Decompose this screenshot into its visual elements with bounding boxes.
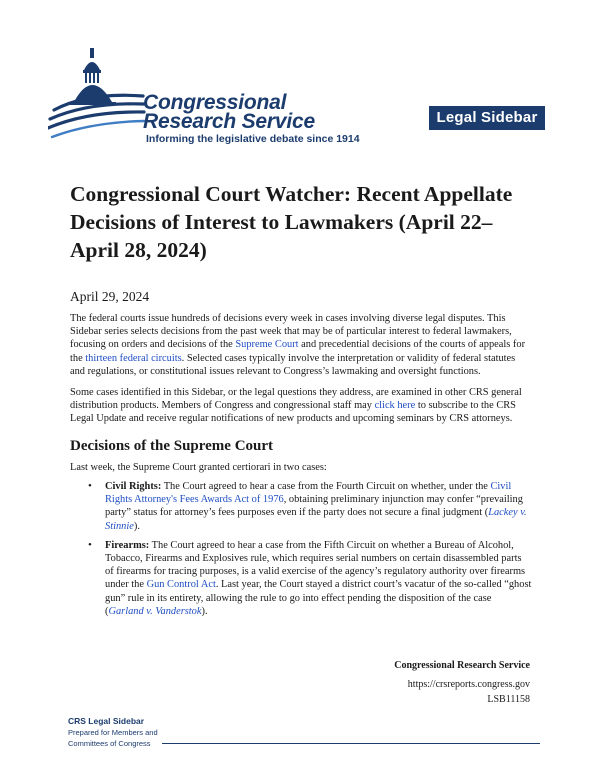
statute-link[interactable]: Civil Rights Attorney's Fees Awards Act of 1976 [105,481,512,506]
section-heading: Decisions of the Supreme Court [70,437,274,454]
footer-url[interactable]: https://crsreports.congress.gov [407,679,530,690]
section-lead: Last week, the Supreme Court granted certiorari in two cases: [70,461,327,473]
logo-tagline: Informing the legislative debate since 1914 [146,133,360,145]
intro-text: Some cases identified in this Sidebar, or the legal questions they address, are examined in other CRS general distribution products. Members of Congress and congressional staff may [70,387,522,412]
federal-circuits-link[interactable]: thirteen federal circuits [85,352,182,364]
case-text: ). [201,605,208,617]
capitol-dome-icon [48,40,158,150]
footer-divider [162,743,540,744]
footer-prepared-line1: Prepared for Members and [68,728,158,737]
statute-link[interactable]: Gun Control Act [146,579,216,591]
list-item [105,539,532,618]
intro-text: . Selected cases typically involve the interpretation or validity of federal statutes and regulations, or constitutional issues relevant to Congress’s lawmaking and oversight functions. [70,352,516,377]
case-category: Firearms: [105,539,150,551]
logo-name-line1: Congressional [143,91,287,114]
intro-text: to subscribe to the CRS Legal Update and receive regular notifications of new products and upcoming seminars by CRS attorneys. [70,400,516,425]
page-title: Congressional Court Watcher: Recent Appellate Decisions of Interest to Lawmakers (April 22–April 28, 2024) [70,182,513,262]
document-body [70,312,532,624]
legal-sidebar-badge: Legal Sidebar [429,106,545,130]
supreme-court-link[interactable]: Supreme Court [235,339,299,351]
case-text: . Last year, the Court stayed a district court’s vacatur of the so-called “ghost gun” rule in its entirety, allowing the rule to go into effect pending the disposition of the case ( [105,579,532,617]
intro-text: and precedential decisions of the courts of appeals for the [70,339,526,364]
footer-series-title: CRS Legal Sidebar [68,716,145,726]
case-list [70,480,532,618]
subscribe-link[interactable]: click here [374,400,416,412]
case-text: ). [133,520,140,532]
intro-paragraph-2 [70,386,532,426]
list-item [105,480,532,533]
footer-prepared-for [68,727,158,749]
case-name-link[interactable]: Garland v. Vanderstok [108,605,202,617]
logo-name-line2: Research Service [143,110,315,133]
case-text: The Court agreed to hear a case from the Fifth Circuit on whether a Bureau of Alcohol, Tobacco, Firearms and Explosives rule, which requires serial numbers on certain disassembled parts of firearms for tracing purposes, is a valid exercise of the agency’s regulatory authority over firearms under the [105,539,526,591]
case-text: , obtaining preliminary injunction may confer “prevailing party” status for attorney’s fees purposes even if the party does not secure a final judgment ( [105,494,523,519]
report-id: LSB11158 [487,694,530,705]
intro-paragraph-1 [70,312,532,378]
intro-text: The federal courts issue hundreds of decisions every week in cases involving diverse legal disputes. This Sidebar series selects decisions from the past week that may be of particular interest to federal lawmakers, focusing on orders and decisions of the [70,313,512,351]
publication-date: April 29, 2024 [70,289,150,304]
footer-prepared-line2: Committees of Congress [68,739,151,748]
footer-org: Congressional Research Service [394,660,530,671]
case-category: Civil Rights: [105,481,162,493]
case-text: The Court agreed to hear a case from the Fourth Circuit on whether, under the [161,481,491,493]
crs-logo [48,40,378,150]
case-name-link[interactable]: Lackey v. Stinnie [105,507,527,532]
